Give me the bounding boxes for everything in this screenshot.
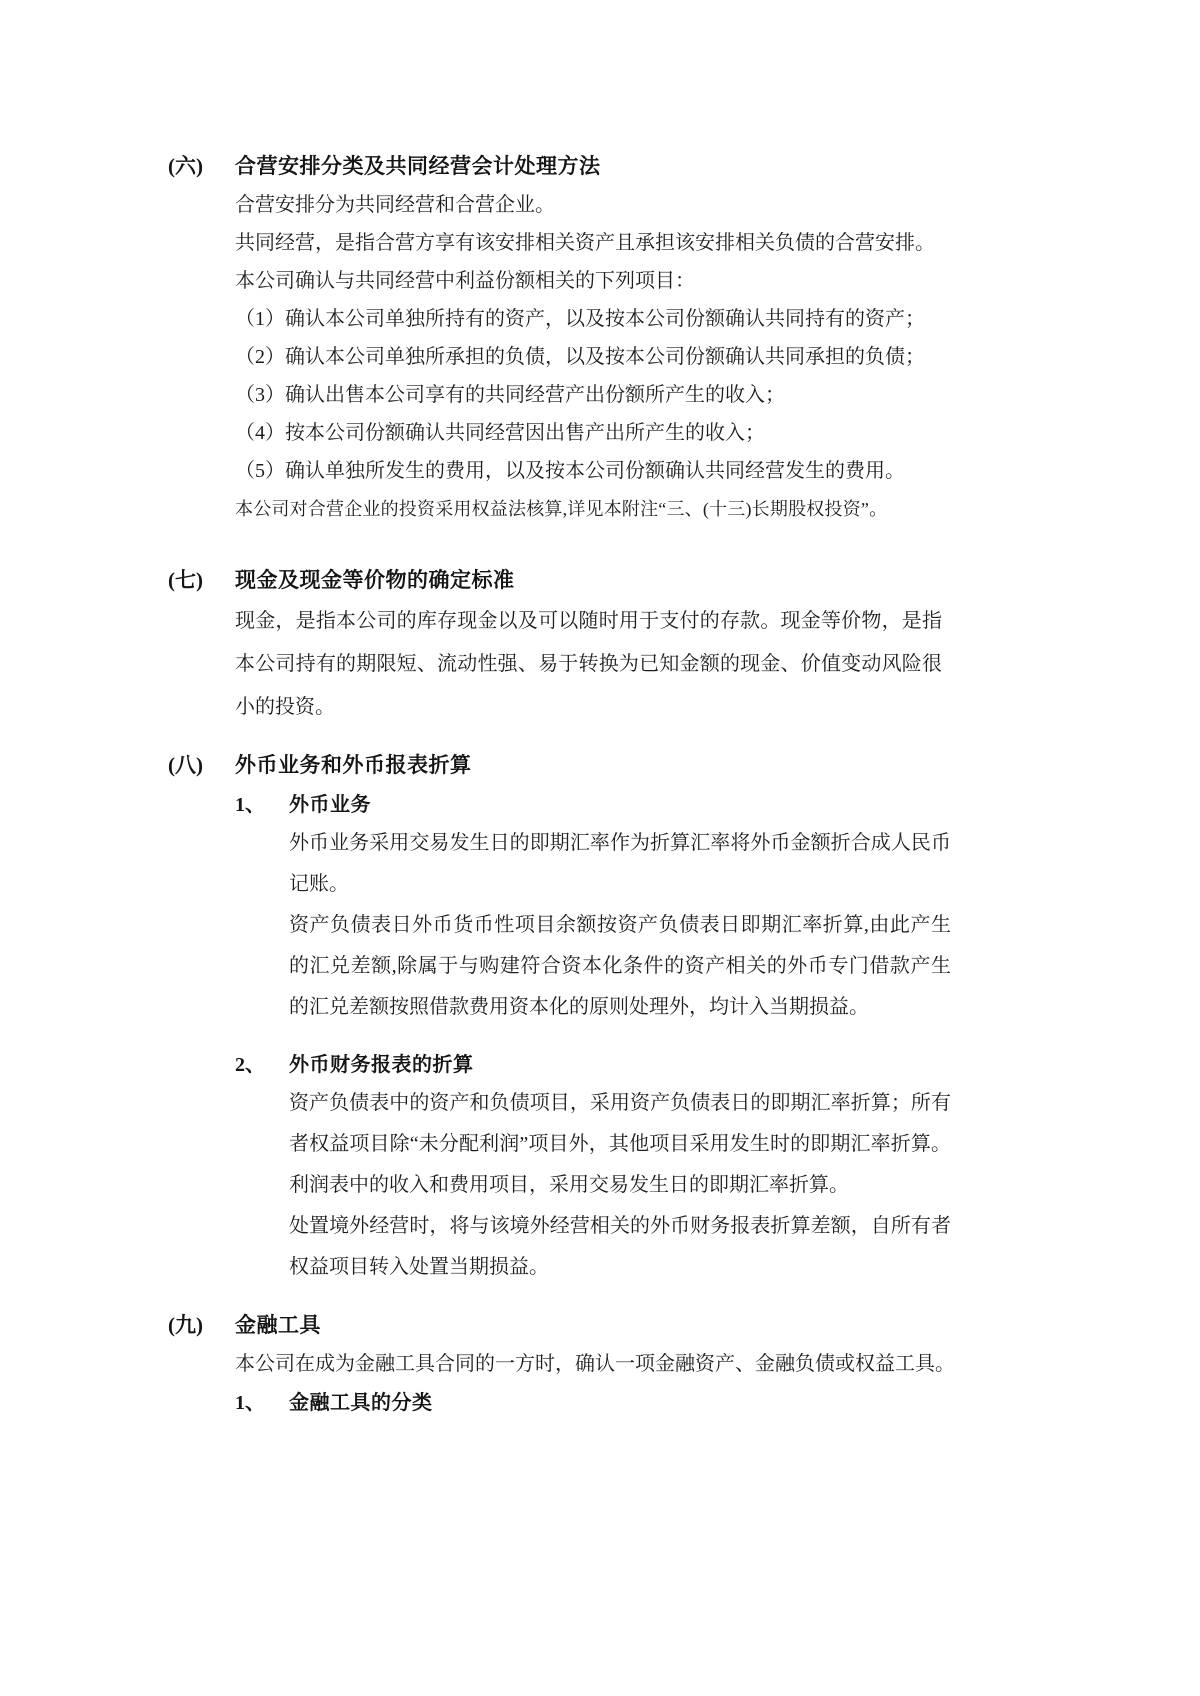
list-item: （3）确认出售本公司享有的共同经营产出份额所产生的收入； [235, 384, 785, 406]
section-8 [168, 745, 958, 1288]
section-9 [168, 1305, 958, 1421]
list-item: （2）确认本公司单独所承担的负债，以及按本公司份额确认共同承担的负债； [235, 346, 925, 368]
section-body [235, 186, 942, 528]
paragraph: 本公司对合营企业的投资采用权益法核算,详见本附注“三、(十三)长期股权投资”。 [235, 499, 888, 519]
section-6 [168, 146, 958, 528]
section-body [235, 600, 942, 729]
subsection-number: 2、 [235, 1054, 265, 1076]
subsection-title: 外币业务 [289, 794, 371, 816]
paragraph: 资产负债表日外币货币性项目余额按资产负债表日即期汇率折算,由此产生的汇兑差额,除属于与购建符合资本化条件的资产相关的外币专门借款产生的汇兑差额按照借款费用资本化的原则处理外，均计入当期损益。 [289, 914, 951, 1018]
paragraph: 本公司在成为金融工具合同的一方时，确认一项金融资产、金融负债或权益工具。 [235, 1353, 955, 1375]
subsection-1 [235, 788, 958, 1028]
subsection-body [289, 823, 951, 1028]
paragraph: 外币业务采用交易发生日的即期汇率作为折算汇率将外币金额折合成人民币记账。 [289, 832, 951, 895]
document-content [168, 146, 958, 1421]
section-body [235, 1345, 955, 1383]
section-label: (六) [168, 154, 203, 178]
section-heading [168, 745, 958, 785]
section-heading [168, 560, 958, 600]
subsection-number: 1、 [235, 794, 265, 816]
subsection-2 [235, 1048, 958, 1288]
section-title: 现金及现金等价物的确定标准 [235, 568, 515, 592]
subsection-body [289, 1083, 951, 1288]
section-title: 外币业务和外币报表折算 [235, 753, 472, 777]
section-title: 金融工具 [235, 1313, 321, 1337]
subsection-heading [235, 1048, 958, 1083]
paragraph: 现金，是指本公司的库存现金以及可以随时用于支付的存款。现金等价物，是指本公司持有的期限短、流动性强、易于转换为已知金额的现金、价值变动风险很小的投资。 [235, 610, 942, 718]
paragraph: 本公司确认与共同经营中利益份额相关的下列项目： [235, 270, 695, 292]
paragraph: 合营安排分为共同经营和合营企业。 [235, 194, 555, 216]
subsection-title: 金融工具的分类 [289, 1392, 433, 1414]
subsection-1 [235, 1386, 958, 1421]
subsection-heading [235, 1386, 958, 1421]
section-title: 合营安排分类及共同经营会计处理方法 [235, 154, 601, 178]
section-label: (八) [168, 753, 203, 777]
list-item: （1）确认本公司单独所持有的资产，以及按本公司份额确认共同持有的资产； [235, 308, 925, 330]
subsection-heading [235, 788, 958, 823]
list-item: （4）按本公司份额确认共同经营因出售产出所产生的收入； [235, 422, 765, 444]
subsection-number: 1、 [235, 1392, 265, 1414]
list-item: （5）确认单独所发生的费用，以及按本公司份额确认共同经营发生的费用。 [235, 460, 905, 482]
section-label: (七) [168, 568, 203, 592]
section-7 [168, 560, 958, 729]
paragraph: 资产负债表中的资产和负债项目，采用资产负债表日的即期汇率折算；所有者权益项目除“未分配利润”项目外，其他项目采用发生时的即期汇率折算。利润表中的收入和费用项目，采用交易发生日的即期汇率折算。 [289, 1092, 951, 1196]
paragraph: 处置境外经营时，将与该境外经营相关的外币财务报表折算差额，自所有者权益项目转入处置当期损益。 [289, 1215, 951, 1278]
paragraph: 共同经营，是指合营方享有该安排相关资产且承担该安排相关负债的合营安排。 [235, 232, 935, 254]
section-heading [168, 1305, 958, 1345]
section-label: (九) [168, 1313, 203, 1337]
section-heading [168, 146, 958, 186]
subsection-title: 外币财务报表的折算 [289, 1054, 474, 1076]
